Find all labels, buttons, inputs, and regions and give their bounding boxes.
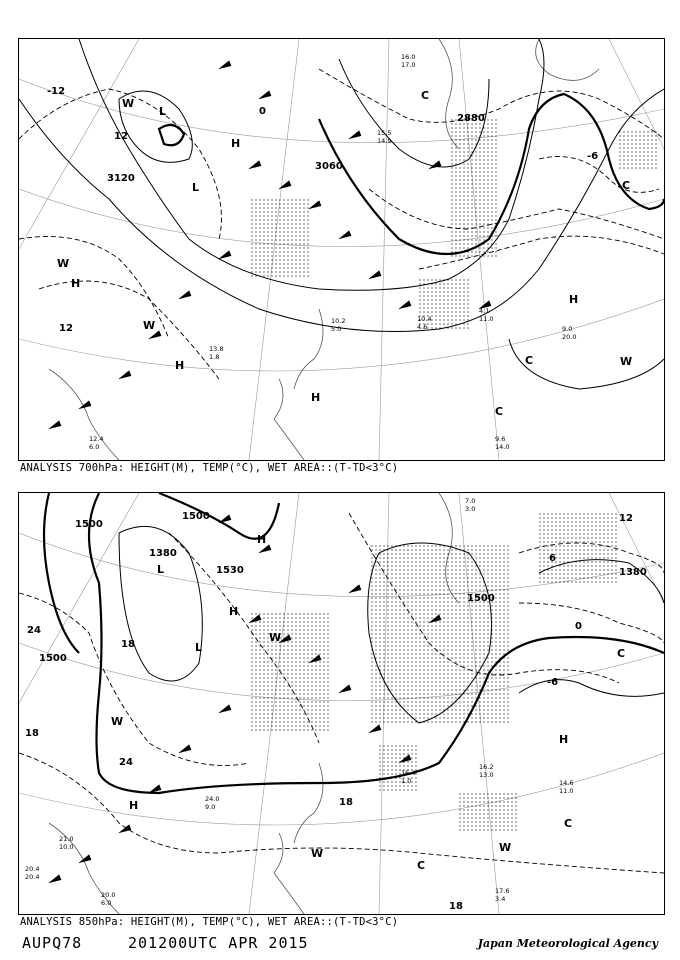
- obs-dewpoint-depression: 1.8: [209, 353, 220, 361]
- height-label: 1380: [149, 548, 177, 559]
- temp-label: 0: [259, 106, 266, 117]
- obs-temp: 16.0: [401, 53, 416, 61]
- high-center: H: [311, 391, 321, 404]
- agency-name: Japan Meteorological Agency: [477, 937, 658, 950]
- obs-temp: 15.5: [377, 129, 392, 137]
- height-label: 1500: [467, 593, 495, 604]
- obs-temp: 20.0: [101, 891, 116, 899]
- map-700hpa: [18, 38, 665, 461]
- map-850hpa-canvas: [19, 493, 664, 914]
- bulletin-code: AUPQ78: [22, 934, 83, 952]
- obs-dewpoint-depression: 14.0: [495, 443, 510, 451]
- high-center: H: [229, 605, 239, 618]
- cold-symbol: C: [622, 179, 631, 192]
- temp-label: -6: [587, 151, 599, 162]
- temp-label: 24: [119, 757, 133, 768]
- temp-label: 12: [114, 131, 128, 142]
- temp-label: -6: [547, 677, 559, 688]
- obs-temp: 16.4: [401, 769, 416, 777]
- obs-dewpoint-depression: 20.4: [25, 873, 40, 881]
- temp-label: 18: [121, 639, 135, 650]
- obs-dewpoint-depression: 11.0: [559, 787, 574, 795]
- obs-dewpoint-depression: 14.9: [377, 137, 392, 145]
- obs-dewpoint-depression: 3.4: [495, 895, 506, 903]
- height-label: 3060: [315, 161, 343, 172]
- obs-temp: 9.0: [562, 325, 573, 333]
- high-center: H: [231, 137, 241, 150]
- temp-label: 0: [575, 621, 582, 632]
- cold-symbol: C: [421, 89, 430, 102]
- obs-temp: 9.6: [495, 435, 506, 443]
- obs-temp: 17.6: [495, 887, 510, 895]
- obs-temp: 10.4: [417, 315, 432, 323]
- cold-symbol: C: [564, 817, 573, 830]
- cold-symbol: C: [417, 859, 426, 872]
- obs-dewpoint-depression: 13.0: [479, 771, 494, 779]
- cold-symbol: C: [525, 354, 534, 367]
- high-center: H: [175, 359, 185, 372]
- high-center: H: [71, 277, 81, 290]
- height-label: 1530: [216, 565, 244, 576]
- obs-dewpoint-depression: 10.0: [59, 843, 74, 851]
- warm-symbol: W: [620, 355, 633, 368]
- temp-label: 6: [549, 553, 556, 564]
- low-center: L: [157, 563, 165, 576]
- obs-temp: 20.4: [25, 865, 40, 873]
- height-label: 3120: [107, 173, 135, 184]
- low-center: L: [195, 641, 203, 654]
- obs-dewpoint-depression: 3.0: [465, 505, 476, 513]
- warm-symbol: W: [311, 847, 324, 860]
- temp-label: 18: [339, 797, 353, 808]
- obs-temp: 21.0: [59, 835, 74, 843]
- obs-temp: 4.1: [479, 307, 490, 315]
- warm-symbol: W: [122, 97, 135, 110]
- warm-symbol: W: [57, 257, 70, 270]
- obs-dewpoint-depression: 6.0: [89, 443, 100, 451]
- obs-temp: 16.2: [479, 763, 494, 771]
- analysis-time: 201200UTC APR 2015: [128, 934, 309, 952]
- height-contour-bold: [159, 94, 664, 254]
- temp-label: 18: [25, 728, 39, 739]
- high-center: H: [559, 733, 569, 746]
- warm-symbol: W: [269, 631, 282, 644]
- warm-symbol: W: [499, 841, 512, 854]
- height-label: 1380: [619, 567, 647, 578]
- height-label: 1500: [182, 511, 210, 522]
- high-center: H: [257, 533, 267, 546]
- chart-caption-850hpa: ANALYSIS 850hPa: HEIGHT(M), TEMP(°C), WET AREA::(T-TD<3°C): [20, 916, 399, 928]
- obs-dewpoint-depression: 17.0: [401, 61, 416, 69]
- high-center: H: [129, 799, 139, 812]
- obs-dewpoint-depression: 9.0: [205, 803, 216, 811]
- low-center: L: [159, 105, 167, 118]
- obs-dewpoint-depression: 4.6: [417, 323, 428, 331]
- obs-temp: 24.0: [205, 795, 220, 803]
- map-850hpa: [18, 492, 665, 915]
- height-label: 1500: [39, 653, 67, 664]
- obs-temp: 14.6: [559, 779, 574, 787]
- temp-label: 24: [27, 625, 41, 636]
- temp-label: -12: [47, 86, 66, 97]
- obs-dewpoint-depression: 6.0: [101, 899, 112, 907]
- obs-temp: 12.4: [89, 435, 104, 443]
- obs-dewpoint-depression: 5.0: [331, 325, 342, 333]
- graticule: [19, 39, 664, 460]
- chart-caption-700hpa: ANALYSIS 700hPa: HEIGHT(M), TEMP(°C), WET AREA::(T-TD<3°C): [20, 462, 399, 474]
- warm-symbol: W: [111, 715, 124, 728]
- height-label: 1500: [75, 519, 103, 530]
- obs-dewpoint-depression: 1.0: [401, 777, 412, 785]
- obs-dewpoint-depression: 11.0: [479, 315, 494, 323]
- high-center: H: [569, 293, 579, 306]
- map-700hpa-canvas: [19, 39, 664, 460]
- temp-label: 12: [59, 323, 73, 334]
- obs-dewpoint-depression: 20.0: [562, 333, 577, 341]
- cold-symbol: C: [495, 405, 504, 418]
- obs-temp: 13.8: [209, 345, 224, 353]
- height-label: 2880: [457, 113, 485, 124]
- temp-label: 18: [449, 901, 463, 912]
- warm-symbol: W: [143, 319, 156, 332]
- temp-label: 12: [619, 513, 633, 524]
- obs-temp: 10.2: [331, 317, 346, 325]
- cold-symbol: C: [617, 647, 626, 660]
- low-center: L: [192, 181, 200, 194]
- obs-temp: 7.0: [465, 497, 476, 505]
